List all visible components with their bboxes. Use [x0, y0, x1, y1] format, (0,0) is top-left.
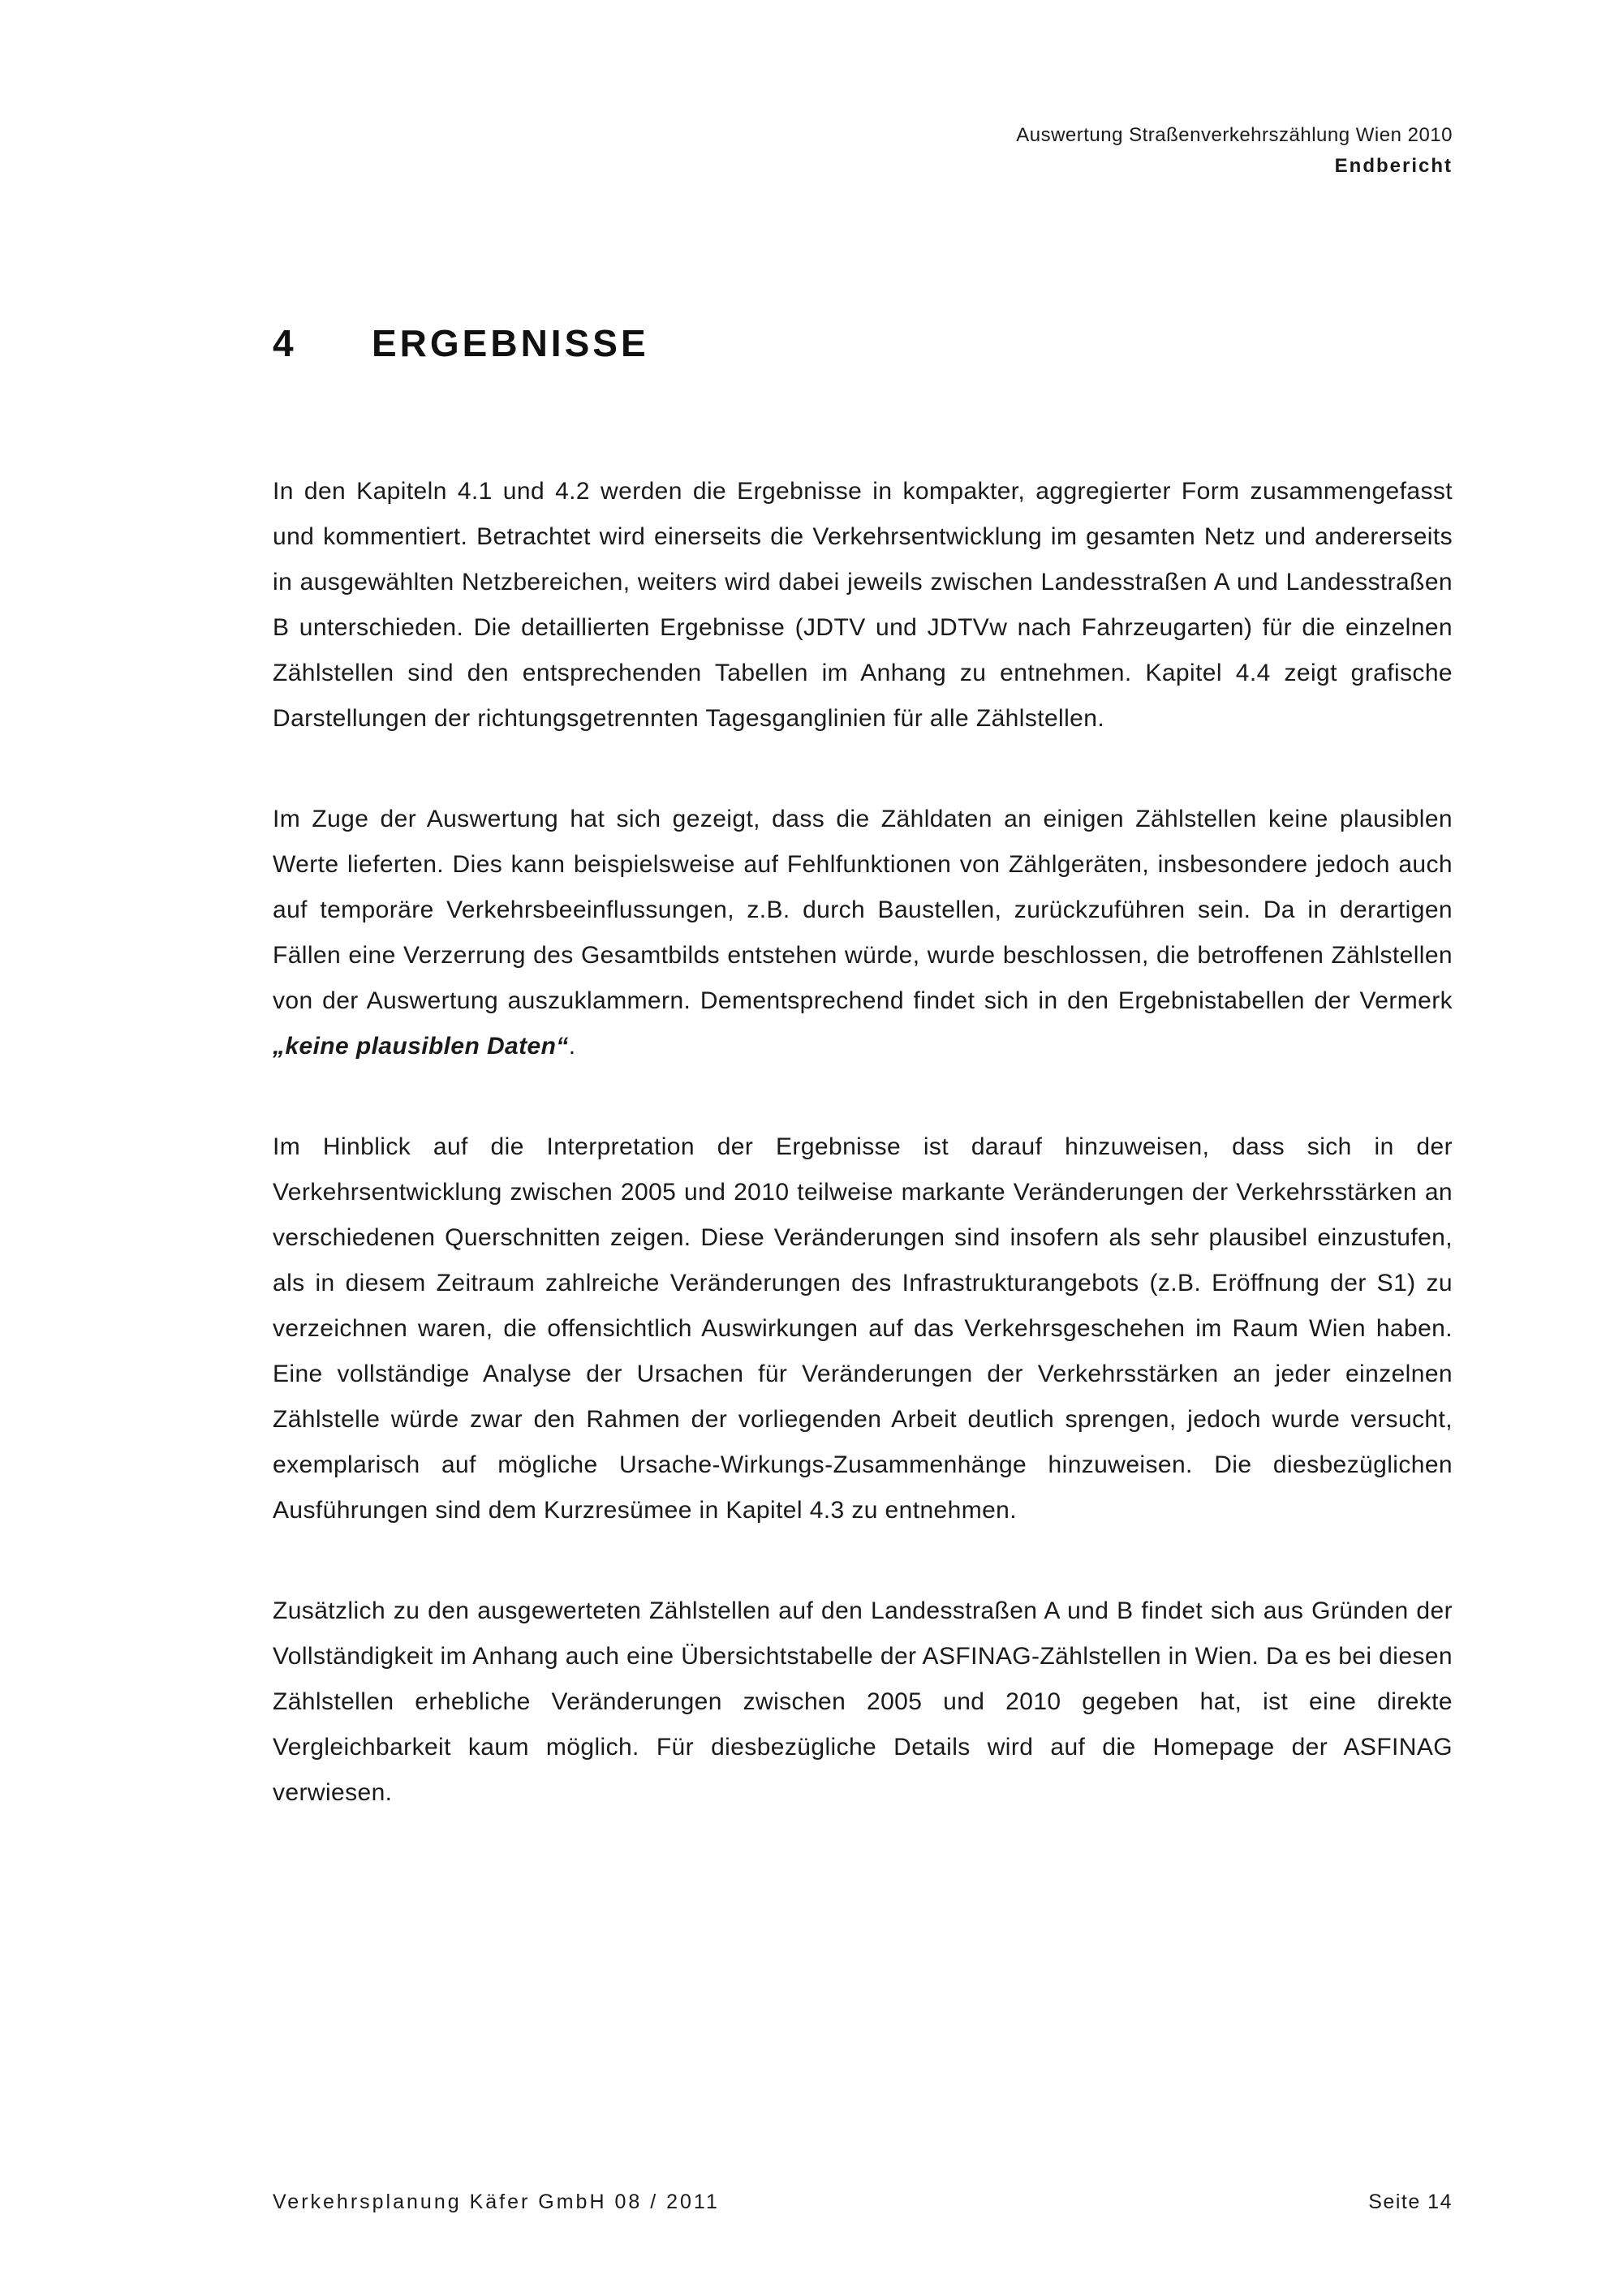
paragraph-2	[273, 797, 1453, 1069]
section-heading	[273, 321, 649, 365]
paragraph-4: Zusätzlich zu den ausgewerteten Zählstellen auf den Landesstraßen A und B findet sich aus Gründen der Vollständigkeit im Anhang auch eine Übersichtstabelle der ASFINAG-Zählstellen in Wien. Da es bei diesen Zählstellen erhebliche Veränderungen zwischen 2005 und 2010 gegeben hat, ist eine direkte Vergleichbarkeit kaum möglich. Für diesbezügliche Details wird auf die Homepage der ASFINAG verwiesen.	[273, 1597, 1453, 1806]
page-header	[1016, 120, 1453, 182]
body-text	[273, 469, 1453, 1816]
paragraph-3: Im Hinblick auf die Interpretation der Ergebnisse ist darauf hinzuweisen, dass sich in der Verkehrsentwicklung zwischen 2005 und 2010 teilweise markante Veränderungen der Verkehrsstärken an verschiedenen Querschnitten zeigen. Diese Veränderungen sind insofern als sehr plausibel einzustufen, als in diesem Zeitraum zahlreiche Veränderungen des Infrastrukturangebots (z.B. Eröffnung der S1) zu verzeichnen waren, die offensichtlich Auswirkungen auf das Verkehrsgeschehen im Raum Wien haben. Eine vollständige Analyse der Ursachen für Veränderungen der Verkehrsstärken an jeder einzelnen Zählstelle würde zwar den Rahmen der vorliegenden Arbeit deutlich sprengen, jedoch wurde versucht, exemplarisch auf mögliche Ursache-Wirkungs-Zusammenhänge hinzuweisen. Die diesbezüglichen Ausführungen sind dem Kurzresümee in Kapitel 4.3 zu entnehmen.	[273, 1133, 1453, 1524]
section-title: ERGEBNISSE	[372, 322, 649, 364]
emphasis-keine-plausiblen-daten: „keine plausiblen Daten“	[273, 1033, 569, 1060]
footer-company-date: Verkehrsplanung Käfer GmbH 08 / 2011	[273, 2191, 720, 2213]
report-subtitle: Endbericht	[1334, 155, 1453, 177]
section-number: 4	[273, 322, 297, 364]
paragraph-1: In den Kapiteln 4.1 und 4.2 werden die Ergebnisse in kompakter, aggregierter Form zusammengefasst und kommentiert. Betrachtet wird einerseits die Verkehrsentwicklung im gesamten Netz und andererseits in ausgewählten Netzbereichen, weiters wird dabei jeweils zwischen Landesstraßen A und Landesstraßen B unterschieden. Die detaillierten Ergebnisse (JDTV und JDTVw nach Fahrzeugarten) für die einzelnen Zählstellen sind den entsprechenden Tabellen im Anhang zu entnehmen. Kapitel 4.4 zeigt grafische Darstellungen der richtungsgetrennten Tagesganglinien für alle Zählstellen.	[273, 478, 1453, 732]
report-title: Auswertung Straßenverkehrszählung Wien 2010	[1016, 124, 1453, 146]
page-footer	[273, 2191, 1453, 2214]
paragraph-2-period: .	[568, 1033, 576, 1060]
paragraph-2-text: Im Zuge der Auswertung hat sich gezeigt, dass die Zähldaten an einigen Zählstellen keine plausiblen Werte lieferten. Dies kann beispielsweise auf Fehlfunktionen von Zählgeräten, insbesondere jedoch auch auf temporäre Verkehrsbeeinflussungen, z.B. durch Baustellen, zurückzuführen sein. Da in derartigen Fällen eine Verzerrung des Gesamtbilds entstehen würde, wurde beschlossen, die betroffenen Zählstellen von der Auswertung auszuklammern. Dementsprechend findet sich in den Ergebnistabellen der Vermerk	[273, 806, 1453, 1014]
footer-page-number: Seite 14	[1368, 2191, 1453, 2213]
